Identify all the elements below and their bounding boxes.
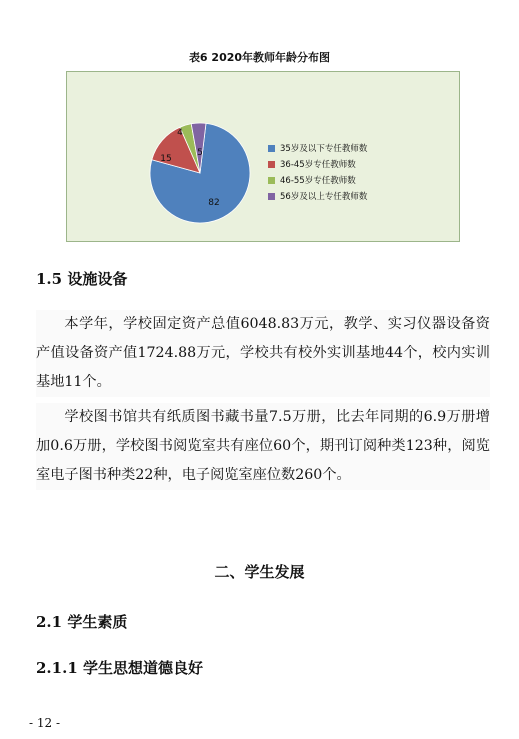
section-heading-1-5: 1.5 设施设备 — [36, 270, 128, 288]
legend-item — [268, 140, 367, 156]
page-number: - 12 - — [29, 716, 61, 730]
legend-item — [268, 188, 367, 204]
legend-swatch — [268, 177, 275, 184]
age-distribution-chart — [66, 71, 460, 242]
legend-swatch — [268, 193, 275, 200]
chapter-heading: 二、学生发展 — [214, 563, 305, 581]
legend-label: 46-55岁专任教师数 — [280, 176, 356, 186]
legend-label: 35岁及以下专任教师数 — [280, 144, 368, 154]
section-heading-2-1-1: 2.1.1 学生思想道德良好 — [36, 659, 203, 677]
legend-label: 56岁及以上专任教师数 — [280, 192, 368, 202]
legend-label: 36-45岁专任教师数 — [280, 160, 356, 170]
pie-data-label: 4 — [177, 128, 183, 138]
legend-item — [268, 156, 367, 172]
legend-swatch — [268, 161, 275, 168]
paragraph-facilities: 本学年，学校固定资产总值6048.83万元，教学、实习仪器设备资产值设备资产值1724.88万元，学校共有校外实训基地44个，校内实训基地11个。 — [36, 310, 490, 397]
pie-data-label: 5 — [197, 148, 203, 158]
chart-legend — [268, 140, 367, 204]
pie-chart-svg — [67, 72, 461, 243]
pie-data-label: 15 — [160, 154, 172, 164]
paragraph-library: 学校图书馆共有纸质图书藏书量7.5万册，比去年同期的6.9万册增加0.6万册，学校图书阅览室共有座位60个，期刊订阅种类123种，阅览室电子图书种类22种，电子阅览室座位数260个。 — [36, 403, 490, 490]
legend-item — [268, 172, 367, 188]
pie-data-label: 82 — [208, 198, 220, 208]
chart-title: 表6 2020年教师年龄分布图 — [188, 51, 331, 64]
section-heading-2-1: 2.1 学生素质 — [36, 613, 128, 631]
legend-swatch — [268, 145, 275, 152]
